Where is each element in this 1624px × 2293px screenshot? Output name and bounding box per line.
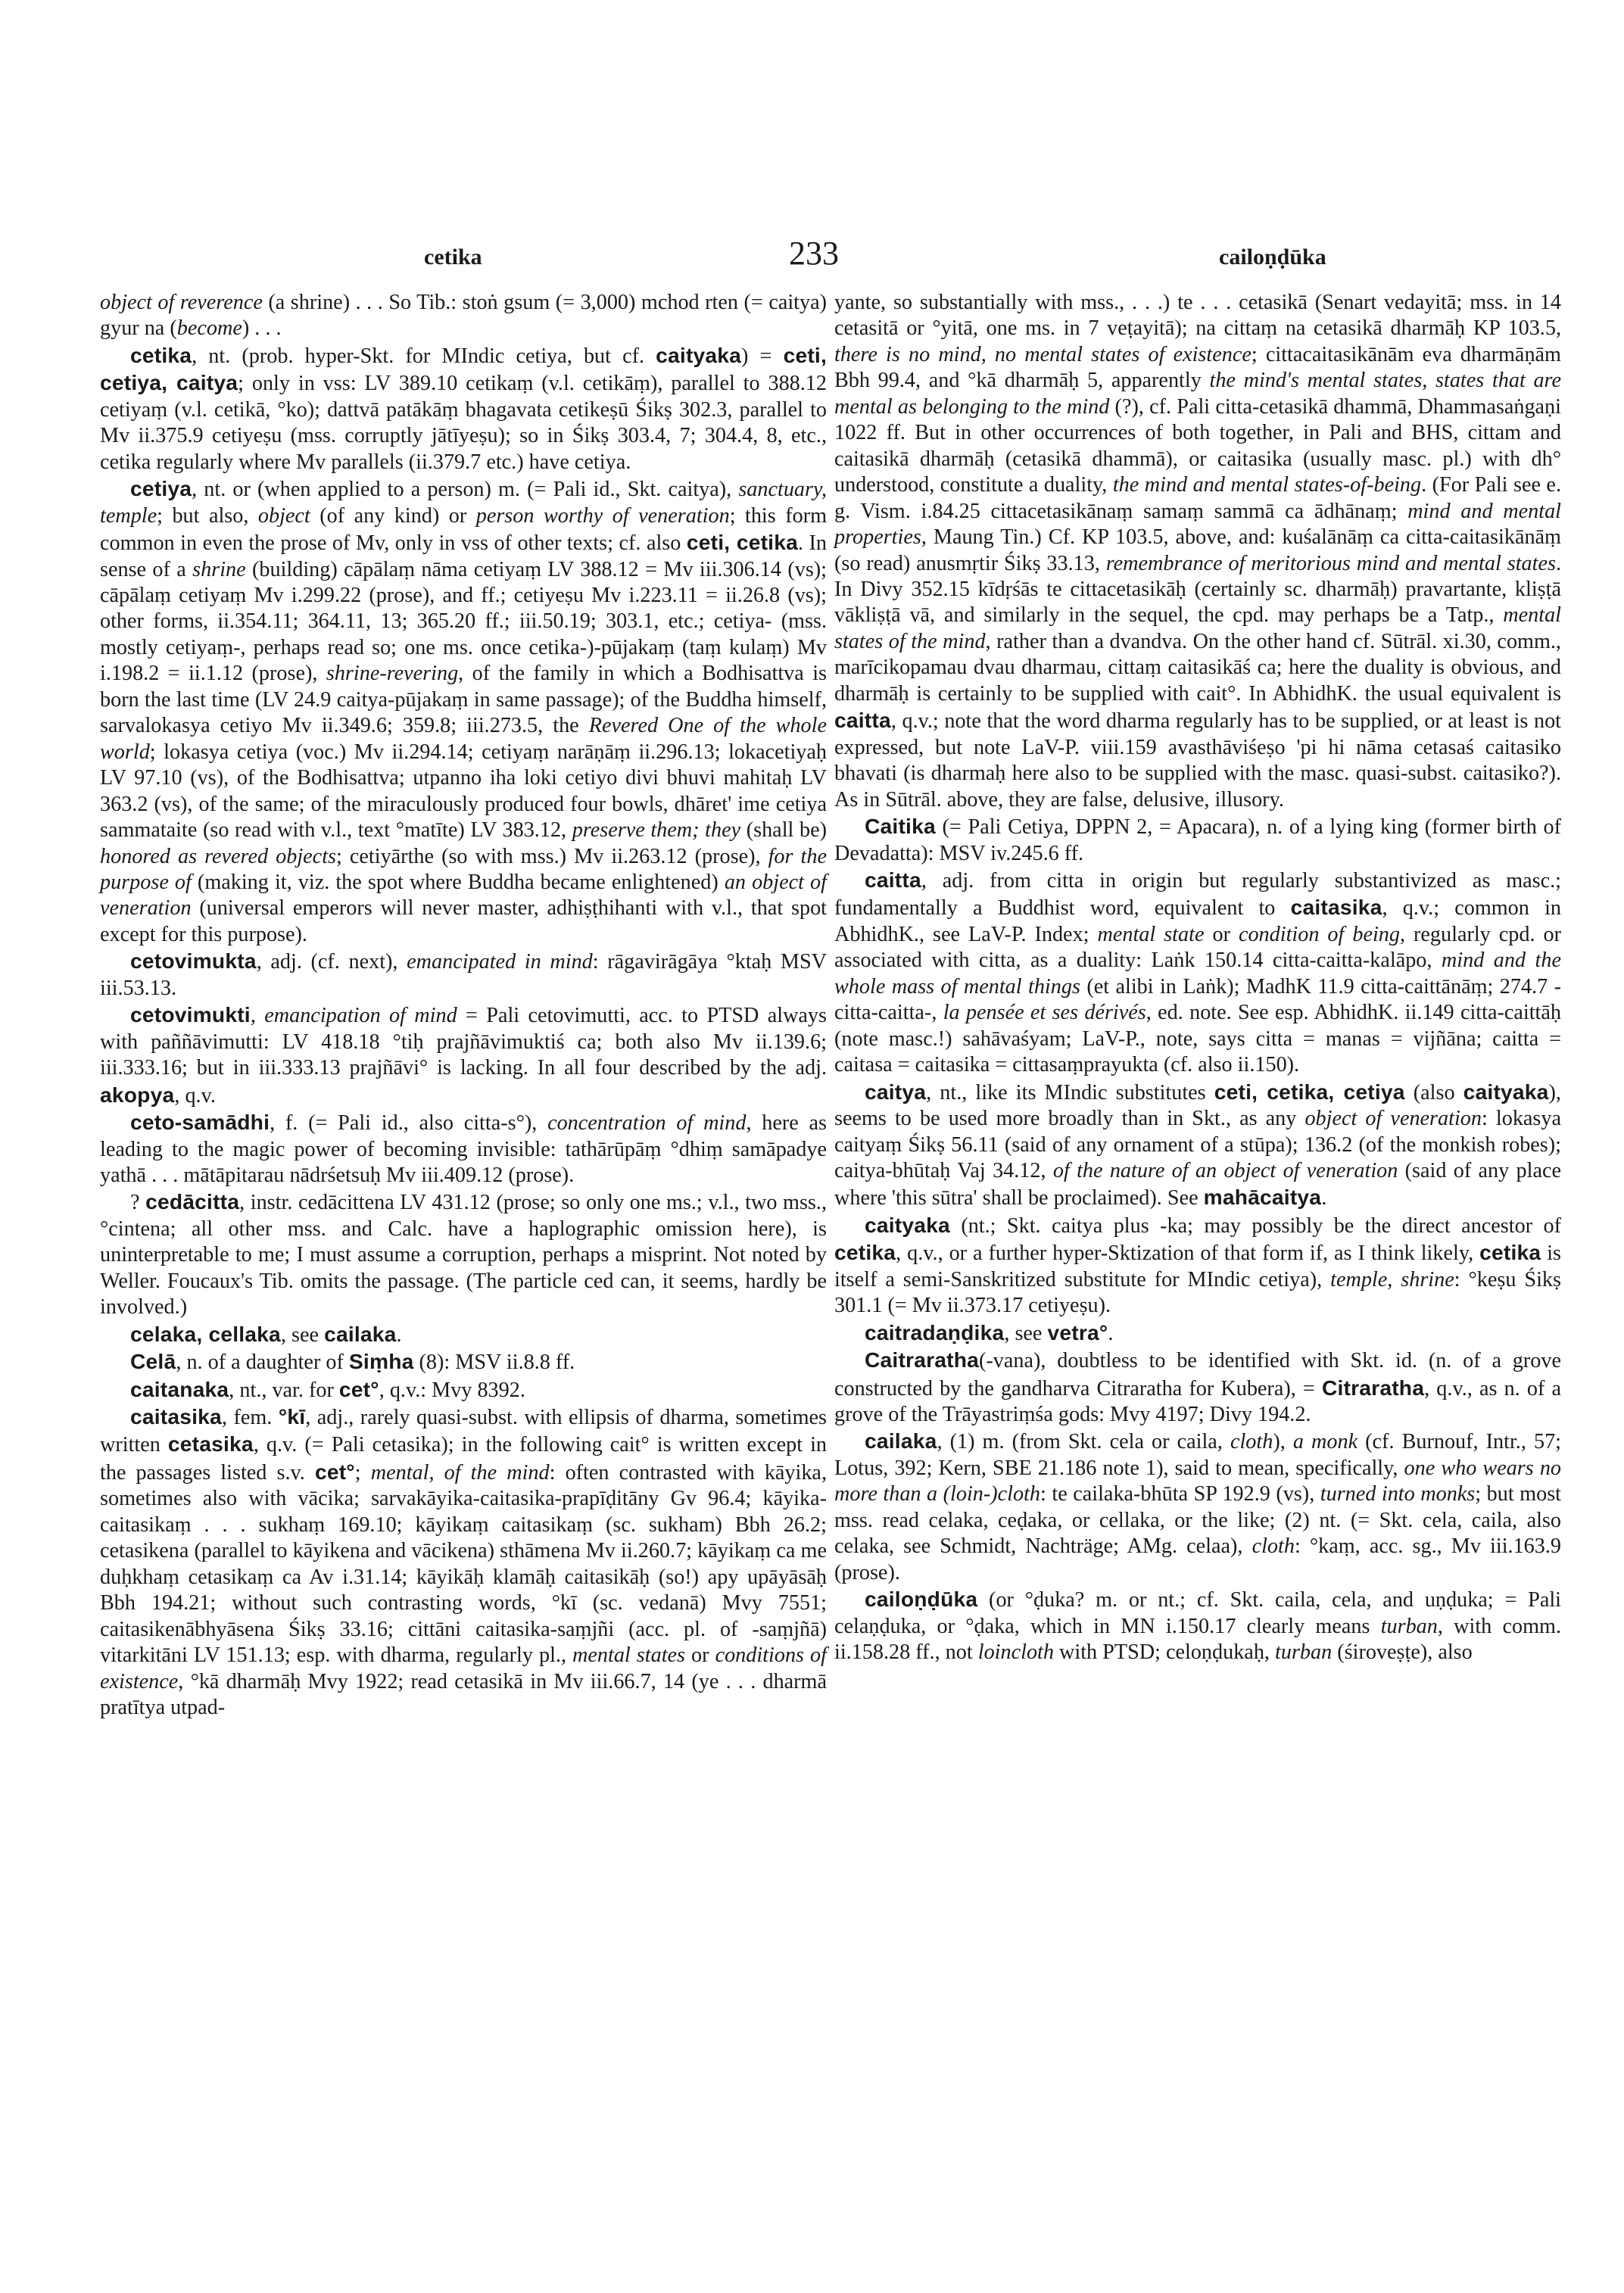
headword: cailaka	[865, 1428, 937, 1453]
entry-text: . In sense of a	[100, 531, 828, 581]
gloss-italic: turned into monks	[1320, 1482, 1476, 1506]
entry-text: .	[396, 1323, 402, 1347]
entry-text: , of the family in which a Bodhisattva is born the last time (LV 24.9 caitya-pūjakaṃ in same passage); of the Buddha himself, sarvalokasya cetiyo Mv ii.349.6; 359.8; iii.273.5, the	[100, 662, 827, 738]
entry-text: ; only in vss: LV 389.10 cetikaṃ (v.l. cetikāṃ), parallel to 388.12 cetiyaṃ (v.l. cetikā, °ko); dattvā patākāṃ bhagavata cetikeṣū Śikṣ 302.3, parallel to Mv ii.375.9 cetiyeṣu (mss. corruptly jātīyeṣu); so in Śikṣ 303.4, 7; 304.4, 8, etc., cetika regularly where Mv parallels (ii.379.7 etc.) have cetiya.	[100, 372, 827, 474]
gloss-italic: cloth	[1252, 1534, 1295, 1559]
headword: cailoṇḍūka	[865, 1587, 978, 1612]
gloss-italic: concentration of mind	[547, 1111, 747, 1136]
headword: cetovimukta	[130, 949, 257, 974]
entry-text: , here as leading to the magic power of becoming invisible: tathārūpāṃ °dhiṃ samāpadye yathā . . . mātāpitarau nādrśetsuḥ Mv iii.409.12 (prose).	[100, 1111, 828, 1187]
entry-text: ; but also,	[157, 503, 258, 528]
entry-text: (of any kind) or	[310, 503, 476, 528]
entry-text: , nt., like its MIndic substitutes	[926, 1080, 1214, 1104]
headword: °kī	[278, 1404, 306, 1429]
headword: ceti, cetika	[686, 530, 798, 555]
entry-text: (-vana), doubtless to be identified with Skt. id. (n. of a grove constructed by the gandharva Citraratha for Kubera), =	[834, 1349, 1561, 1400]
headword: cet°	[338, 1376, 379, 1401]
dictionary-entry	[834, 1079, 1561, 1212]
dictionary-entry	[834, 1586, 1561, 1665]
gloss-italic: shrine	[192, 557, 246, 581]
dictionary-entry	[100, 1376, 827, 1404]
entry-text: (also	[1404, 1080, 1463, 1104]
entry-text: .	[1321, 1186, 1327, 1210]
left-guide-word: cetika	[424, 245, 482, 269]
headword: Siṃha	[348, 1349, 414, 1374]
dictionary-entry	[834, 867, 1561, 1079]
page-header	[0, 231, 1624, 276]
gloss-italic: the mind and mental states-of-being	[1112, 473, 1422, 497]
gloss-italic: turban	[1380, 1614, 1438, 1638]
gloss-italic: turban	[1275, 1640, 1333, 1665]
gloss-italic: la pensée et ses dérivés	[943, 1001, 1146, 1025]
dictionary-entry	[100, 475, 827, 948]
entry-text: ; cittacaitasikānām eva dharmāṇām Bbh 99.4, and °kā dharmāḥ 5, apparently	[834, 342, 1561, 393]
dictionary-entry	[834, 1212, 1561, 1319]
entry-text: (8): MSV ii.8.8 ff.	[413, 1351, 575, 1375]
headword: vetra°	[1047, 1319, 1108, 1344]
entry-text: , adj., rarely quasi-subst. with ellipsis of dharma, sometimes written	[100, 1406, 827, 1457]
entry-text: ; cetiyārthe (so with mss.) Mv ii.263.12 (prose),	[336, 844, 768, 868]
gloss-italic: cloth	[1230, 1430, 1273, 1454]
entry-text: , q.v., as n. of a grove of the Trāyastriṃśa gods: Mvy 4197; Divy 194.2.	[834, 1376, 1561, 1427]
gloss-italic: for the purpose of	[100, 844, 827, 894]
entry-text: , °kā dharmāḥ Mvy 1922; read cetasikā in Mv iii.66.7, 14 (ye . . . dharmā pratītya utpad-	[100, 1669, 827, 1720]
dictionary-entry	[834, 1319, 1561, 1347]
dictionary-entry	[834, 1428, 1561, 1586]
entry-text: : te cailaka-bhūta SP 192.9 (vs),	[1040, 1482, 1320, 1506]
gloss-italic: one who wears no more than a (loin-)cloth	[834, 1456, 1562, 1506]
entry-text: : rāgavirāgāya °ktaḥ MSV iii.53.13.	[100, 950, 828, 1000]
dictionary-entry	[100, 1404, 827, 1721]
entry-text: ; lokasya cetiya (voc.) Mv ii.294.14; cetiyaṃ narāṇāṃ ii.296.13; lokacetiyaḥ LV 97.10 (vs), of the Bodhisattva; utpanno iha loki cetiyo divi bhuvi mahitaḥ LV 363.2 (vs), of the same; of the miraculously produced four bowls, dhāret' ime cetiya sammataite (so read with v.l., text °matīte) LV 383.12,	[100, 740, 827, 843]
entry-text: . In Divy 352.15 kīdṛśās te cittacetasikāḥ (certainly sc. dharmāḥ) pravartante, kliṣṭā vākliṣṭā vā, and similarly in the sequel, the cpd. may perhaps be a Tatp.,	[834, 551, 1561, 628]
gloss-italic: of the nature of an object of veneration	[1052, 1158, 1398, 1182]
dictionary-entry	[100, 1189, 827, 1320]
entry-text: , Maung Tin.) Cf. KP 103.5, above, and: kuśalānāṃ ca citta-caitasikānāṃ (so read) anusmṛtir Śikṣ 33.13,	[834, 525, 1561, 575]
gloss-italic: shrine-revering	[326, 662, 459, 686]
entry-text: (nt.; Skt. caitya plus -ka; may possibly be the direct ancestor of	[949, 1213, 1561, 1238]
page-number: 233	[789, 235, 839, 272]
headword: cetika	[834, 1240, 896, 1265]
gloss-italic: preserve them; they	[572, 818, 741, 843]
gloss-italic: person worthy of veneration	[475, 503, 730, 528]
gloss-italic: conditions of existence	[100, 1643, 827, 1693]
dictionary-entry	[834, 813, 1561, 867]
headword: Caitika	[865, 814, 936, 839]
gloss-italic: honored as revered objects	[100, 844, 336, 868]
gloss-italic: there is no mind, no mental states of existence	[834, 342, 1252, 366]
gloss-italic: condition of being	[1238, 922, 1400, 946]
entry-text: , fem.	[221, 1406, 279, 1430]
entry-text: (building) cāpālaṃ nāma cetiyaṃ LV 388.12 = Mv iii.306.14 (vs); cāpālaṃ cetiyaṃ Mv i.299.22 (prose), and ff.; cetiyeṣu Mv i.223.11 = ii.26.8 (vs); other forms, ii.354.11; 364.11, 13; 365.20 ff.; iii.50.19; 303.1, etc.; cetiya- (mss. mostly cetiyaṃ-, perhaps read so; one ms. once cetika-)-pūjakaṃ (taṃ kulaṃ) Mv i.198.2 = ii.1.12 (prose),	[100, 557, 828, 686]
gloss-italic: become	[176, 316, 242, 341]
entry-text: , adj. (cf. next),	[256, 950, 407, 974]
headword: ceti, cetiya, caitya	[100, 342, 827, 395]
gloss-italic: object of reverence	[100, 291, 263, 314]
headword: caitasika	[1290, 895, 1382, 920]
headword: ceto-samādhi	[130, 1110, 270, 1135]
entry-text: (said of any place where 'this sūtra' shall be proclaimed). See	[834, 1158, 1561, 1210]
entry-text: ; this form common in even the prose of Mv, only in vss of other texts; cf. also	[100, 503, 828, 556]
entry-text: , f. (= Pali id., also citta-s°),	[270, 1111, 548, 1136]
entry-text: (or °ḍuka? m. or nt.; cf. Skt. caila, cela, and uṇḍuka; = Pali celaṇḍuka, or °ḍaka, which in MN i.150.17 clearly means	[834, 1588, 1561, 1638]
entry-text: , regularly cpd. or associated with citta, as a duality: Laṅk 150.14 citta-caitta-kalāpo,	[834, 922, 1561, 973]
headword: caitanaka	[130, 1376, 229, 1401]
entry-text: , q.v.	[174, 1083, 216, 1108]
gloss-italic: loincloth	[977, 1640, 1054, 1665]
headword: cet°	[314, 1459, 355, 1484]
entry-text: ,	[250, 1004, 265, 1028]
entry-text: (śiroveṣṭe), also	[1332, 1640, 1473, 1665]
dictionary-entry	[834, 1347, 1561, 1428]
headword: Caitraratha	[865, 1347, 980, 1372]
entry-text: (universal emperors will never master, adhiṣṭhihanti with v.l., that spot except for this purpose).	[100, 896, 827, 946]
headword: ceti, cetika, cetiya	[1214, 1079, 1405, 1104]
entry-text: (?), cf. Pali citta-cetasikā dhammā, Dhammasaṅgaṇi 1022 ff. But in other occurrences of both together, in Pali and BHS, cittam and caitasikā dharmāḥ (cetasikā dhammā), or caitasika (usually masc. pl.) with dh° understood, constitute a duality,	[834, 394, 1561, 497]
entry-text: .	[1108, 1321, 1114, 1345]
gloss-italic: emancipation of mind	[264, 1004, 457, 1028]
entry-text: , q.v.; common in AbhidhK., see LaV-P. Index;	[834, 896, 1561, 946]
headword: Citraratha	[1321, 1375, 1425, 1400]
entry-text: (= Pali Cetiya, DPPN 2, = Apacara), n. of a lying king (former birth of Devadatta): MSV iv.245.6 ff.	[834, 815, 1561, 865]
entry-text: , nt., var. for	[229, 1378, 339, 1402]
entry-text: ), seems to be used more broadly than in Skt., as any	[834, 1080, 1561, 1131]
headword: cetovimukti	[130, 1002, 251, 1027]
headword: caitya	[865, 1079, 927, 1104]
gloss-italic: object	[257, 503, 310, 528]
entry-text: = Pali cetovimutti, acc. to PTSD always with paññāvimutti: LV 418.18 °tiḥ prajñāvimuktiś ca; both also Mv ii.139.6; iii.333.16; but in iii.333.13 prajñāvi° is lacking. In all four described by the adj.	[100, 1004, 827, 1080]
gloss-italic: mental states	[572, 1643, 686, 1668]
gloss-italic: the mind's mental states, states that are mental as belonging to the mind	[834, 369, 1561, 419]
dictionary-entry	[100, 1321, 827, 1348]
gloss-italic: an object of veneration	[100, 870, 827, 921]
right-column	[834, 290, 1561, 1666]
headword: cetasika	[167, 1432, 254, 1456]
entry-text: , nt. or (when applied to a person) m. (= Pali id., Skt. caitya),	[192, 478, 739, 502]
headword: cedācitta	[145, 1189, 240, 1214]
entry-text: , q.v.: Mvy 8392.	[379, 1378, 525, 1402]
entry-text: . (For Pali see e. g. Vism. i.84.25 cittacetasikānaṃ samaṃ sammā ca ādhānaṃ;	[834, 473, 1561, 523]
gloss-italic: mental state	[1097, 922, 1205, 946]
entry-text: , q.v.; note that the word dharma regularly has to be supplied, or at least is not expressed, but note LaV-P. viii.159 avasthāviśeṣo 'pi hi nāma cetasaś caitasiko bhavati (is dharmaḥ here also to be supplied with the masc. quasi-subst. caitasiko?). As in Sūtrāl. above, they are false, delusive, illusory.	[834, 709, 1561, 812]
entry-text: : often contrasted with kāyika, sometimes also with vācika; sarvakāyika-caitasika-prapīḍitāny Gv 96.4; kāyika-caitasikaṃ . . . sukhaṃ 169.10; kāyikaṃ caitasikaṃ (sc. sukham) Bbh 26.2; cetasikena (parallel to kāyikena and vācikena) sthāmena Mv ii.260.7; kāyikaṃ ca me duḥkhaṃ cetasikaṃ ca Av i.31.14; kāyikāḥ klamāḥ caitasikāḥ (so!) apy upāyāsāḥ Bbh 194.21; without such contrasting words, °kī (sc. vedanā) Mvy 7551; caitasikenābhyāsena Śikṣ 33.16; cittāni caitasika-saṃjñi (acc. pl. of -saṃjñā) vitarkitāni LV 151.13; esp. with dharma, regularly pl.,	[100, 1460, 827, 1668]
headword: caityaka	[1463, 1079, 1549, 1104]
entry-text: (et alibi in Laṅk); MadhK 11.9 citta-caittānāṃ; 274.7 -citta-caitta-,	[834, 974, 1561, 1025]
gloss-italic: temple, shrine	[1330, 1267, 1454, 1291]
entry-text: : °kaṃ, acc. sg., Mv iii.163.9 (prose).	[834, 1534, 1561, 1584]
headword: cetika	[1479, 1240, 1541, 1265]
entry-text: , see	[1004, 1321, 1048, 1345]
headword: caitta	[834, 708, 891, 733]
entry-text: , ed. note. See esp. AbhidhK. ii.149 citta-caittāḥ (note masc.!) sahāvaśyam; LaV-P., note, says citta = manas = vijñāna; caitta = caitasa = caitasika = cittasaṃprayukta (cf. also ii.150).	[834, 1001, 1561, 1077]
headword: Celā	[130, 1349, 176, 1374]
entry-text: ; but most mss. read celaka, ceḍaka, or cellaka, or the like; (2) nt. (= Skt. cela, caila, also celaka, see Schmidt, Nachträge; AMg. celaa),	[834, 1482, 1561, 1559]
headword: cetiya	[130, 476, 192, 501]
dictionary-entry	[100, 948, 827, 1002]
entry-text: , (1) m. (from Skt. cela or caila,	[937, 1430, 1230, 1454]
entry-text: , nt. (prob. hyper-Skt. for MIndic cetiya, but cf.	[192, 344, 656, 368]
entry-text: or	[1204, 922, 1239, 946]
dictionary-entry	[100, 1109, 827, 1189]
gloss-italic: a monk	[1292, 1430, 1358, 1454]
dictionary-entry	[100, 290, 827, 342]
entry-text: , with comm. ii.158.28 ff., not	[834, 1614, 1561, 1665]
entry-text: (a shrine) . . . So Tib.: stoṅ gsum (= 3,000) mchod rten (= caitya) gyur na (	[100, 291, 827, 341]
entry-text: , instr. cedācittena LV 431.12 (prose; so only one ms.; v.l., two mss., °cintena; all other mss. and Calc. have a haplographic omission here), is uninterpretable to me; I must assume a corruption, perhaps a misprint. Not noted by Weller. Foucaux's Tib. omits the passage. (The particle ced can, it seems, hardly be involved.)	[100, 1191, 827, 1319]
entry-text: ?	[130, 1191, 146, 1215]
gloss-italic: mental, of the mind	[370, 1460, 550, 1485]
left-column	[100, 290, 827, 1721]
entry-text: (cf. Burnouf, Intr., 57; Lotus, 392; Kern, SBE 21.186 note 1), said to mean, specifically,	[834, 1430, 1561, 1480]
entry-text: , rather than a dvandva. On the other hand cf. Sūtrāl. xi.30, comm., marīcikopamau dvau dharmau, cittaṃ caitasikāś ca; here the duality is obvious, and dharmāḥ is certainly to be supplied with cait°. In AbhidhK. the usual equivalent is	[834, 629, 1561, 706]
dictionary-entry	[100, 342, 827, 475]
entry-text: : °keṣu Śikṣ 301.1 (= Mv ii.373.17 cetiyeṣu).	[834, 1267, 1561, 1318]
dictionary-entry	[100, 1348, 827, 1375]
headword: cailaka	[324, 1321, 397, 1346]
gloss-italic: mind and the whole mass of mental things	[834, 949, 1561, 999]
entry-text: ) =	[741, 344, 784, 368]
entry-text: ;	[354, 1460, 371, 1485]
entry-text: with PTSD; celoṇḍukaḥ,	[1053, 1640, 1276, 1665]
headword: caityaka	[656, 342, 742, 367]
headword: caityaka	[865, 1212, 950, 1237]
entry-text: , n. of a daughter of	[176, 1351, 349, 1375]
entry-text: , see	[280, 1323, 325, 1347]
gloss-italic: sanctuary, temple	[100, 478, 827, 528]
gloss-italic: mental states of the mind	[834, 603, 1561, 653]
gloss-italic: emancipated in mind	[407, 950, 593, 974]
gloss-italic: remembrance of meritorious mind and mental states	[1105, 551, 1556, 575]
entry-text: (making it, viz. the spot where Buddha became enlightened)	[191, 870, 725, 894]
headword: akopya	[100, 1082, 175, 1107]
entry-text: yante, so substantially with mss., . . .) te . . . cetasikā (Senart vedayitā; mss. in 14 cetasitā or °yitā, one ms. in 7 veṭayitā); na cittaṃ na cetasikā dharmāḥ KP 103.5,	[834, 291, 1561, 341]
entry-text: or	[685, 1643, 715, 1668]
entry-text: , q.v., or a further hyper-Sktization of that form if, as I think likely,	[896, 1242, 1480, 1266]
gloss-italic: object of veneration	[1304, 1107, 1482, 1131]
entry-text: , adj. from citta in origin but regularly substantivized as masc.; fundamentally a Buddhist word, equivalent to	[834, 868, 1561, 921]
headword: caitradaṇḍika	[865, 1319, 1005, 1344]
entry-text: ) . . .	[242, 316, 282, 341]
gloss-italic: mind and mental properties	[834, 499, 1561, 550]
entry-text: is itself a semi-Sanskritized substitute for MIndic cetiya),	[834, 1242, 1561, 1291]
right-guide-word: cailoṇḍūka	[1219, 245, 1326, 269]
entry-text: : lokasya caityaṃ Śikṣ 56.11 (said of any ornament of a stūpa); 136.2 (of the monkish robes); caitya-bhūtaḥ Vaj 34.12,	[834, 1107, 1562, 1182]
entry-text: (shall be)	[740, 818, 827, 843]
gloss-italic: Revered One of the whole world	[100, 714, 827, 764]
headword: cetika	[130, 342, 192, 367]
entry-text: ),	[1273, 1430, 1293, 1454]
headword: mahācaitya	[1203, 1185, 1322, 1210]
dictionary-entry	[100, 1002, 827, 1109]
headword: caitasika	[130, 1404, 222, 1429]
headword: celaka, cellaka	[130, 1321, 281, 1346]
entry-text: , q.v. (= Pali cetasika); in the following cait° is written except in the passages listed s.v.	[100, 1433, 827, 1485]
dictionary-entry	[834, 290, 1561, 813]
headword: caitta	[865, 867, 921, 892]
